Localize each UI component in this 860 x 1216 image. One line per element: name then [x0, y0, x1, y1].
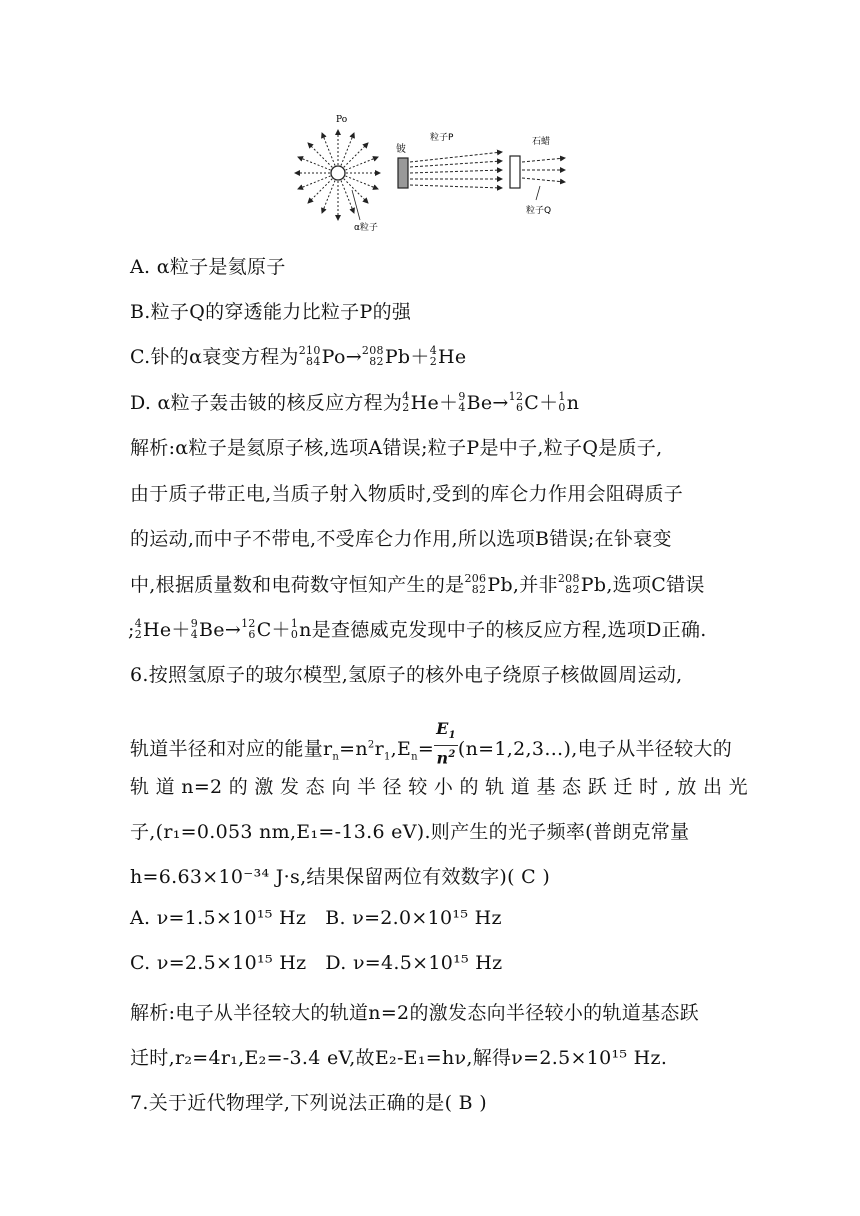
- experiment-diagram: [290, 110, 570, 235]
- option-5d: D. α粒子轰击铍的核反应方程为 4 2 He＋ 9 4 Be→ 12 6 C＋ 1 0 n: [130, 390, 580, 414]
- q6-option-c: C. ν=2.5×10¹⁵ Hz: [130, 952, 307, 974]
- analysis5-line2: 由于质子带正电,当质子射入物质时,受到的库仑力作用会阻碍质子: [130, 483, 684, 505]
- option-5a: A. α粒子是氦原子: [130, 256, 286, 278]
- analysis5-line5: ; 4 2 He＋ 9 4 Be→ 12 6 C＋ 1 0 n是查德威克发现中子的核反应方程,选项D正确.: [128, 617, 707, 641]
- be-label: 铍: [396, 144, 406, 155]
- energy-fraction: $\frac{E_1}{n^2}$: [436, 719, 456, 768]
- analysis5-line1: 解析:α粒子是氦原子核,选项A错误;粒子P是中子,粒子Q是质子,: [130, 437, 663, 459]
- q6-options-cd: [130, 952, 502, 974]
- paraffin-block: [510, 156, 520, 188]
- q6-option-a: A. ν=1.5×10¹⁵ Hz: [130, 907, 307, 929]
- q6-analysis-line1: 解析:电子从半径较大的轨道n=2的激发态向半径较小的轨道基态跃: [130, 1002, 699, 1024]
- q6-analysis-line2: 迁时,r₂=4r₁,E₂=-3.4 eV,故E₂-E₁=hν,解得ν=2.5×10¹⁵ Hz.: [130, 1047, 668, 1069]
- po-circle: [331, 166, 345, 180]
- option-5b: B.粒子Q的穿透能力比粒子P的强: [130, 301, 412, 323]
- q6-line4: 子,(r₁=0.053 nm,E₁=-13.6 eV).则产生的光子频率(普朗克常量: [130, 821, 690, 843]
- q6-option-d: D. ν=4.5×10¹⁵ Hz: [325, 952, 503, 974]
- wax-label: 石蜡: [532, 137, 551, 147]
- q6-line2: 轨道半径和对应的能量$r_n=n^2r_1,E_n=$ $\frac{E_1}{n^2}$ (n=1,2,3…),电子从半径较大的: [130, 719, 732, 768]
- alpha-label: α粒子: [354, 223, 378, 233]
- analysis5-line3: 的运动,而中子不带电,不受库仑力作用,所以选项B错误;在钋衰变: [130, 528, 672, 550]
- p-label: 粒子P: [430, 133, 454, 143]
- q6-option-b: B. ν=2.0×10¹⁵ Hz: [325, 907, 502, 929]
- analysis5-line4: 中,根据质量数和电荷数守恒知产生的是 206 82 Pb,并非 208 82 Pb,选项C错误: [130, 572, 705, 596]
- beryllium-block: [398, 158, 408, 188]
- q6-line1: 6.按照氢原子的玻尔模型,氢原子的核外电子绕原子核做圆周运动,: [130, 664, 683, 686]
- q6-options-ab: [130, 907, 502, 929]
- q6-line5: h=6.63×10⁻³⁴ J·s,结果保留两位有效数字)( C ): [130, 866, 551, 888]
- q6-line3: 轨 道 n=2 的 激 发 态 向 半 径 较 小 的 轨 道 基 态 跃 迁 时 , 放 出 光: [130, 776, 748, 798]
- q7-line1: 7.关于近代物理学,下列说法正确的是( B ): [130, 1092, 487, 1114]
- q-label: 粒子Q: [526, 206, 552, 216]
- option-5c: C.钋的α衰变方程为 210 84 Po→ 208 82 Pb＋ 4 2 He: [130, 344, 467, 368]
- po-label: Po: [336, 115, 348, 125]
